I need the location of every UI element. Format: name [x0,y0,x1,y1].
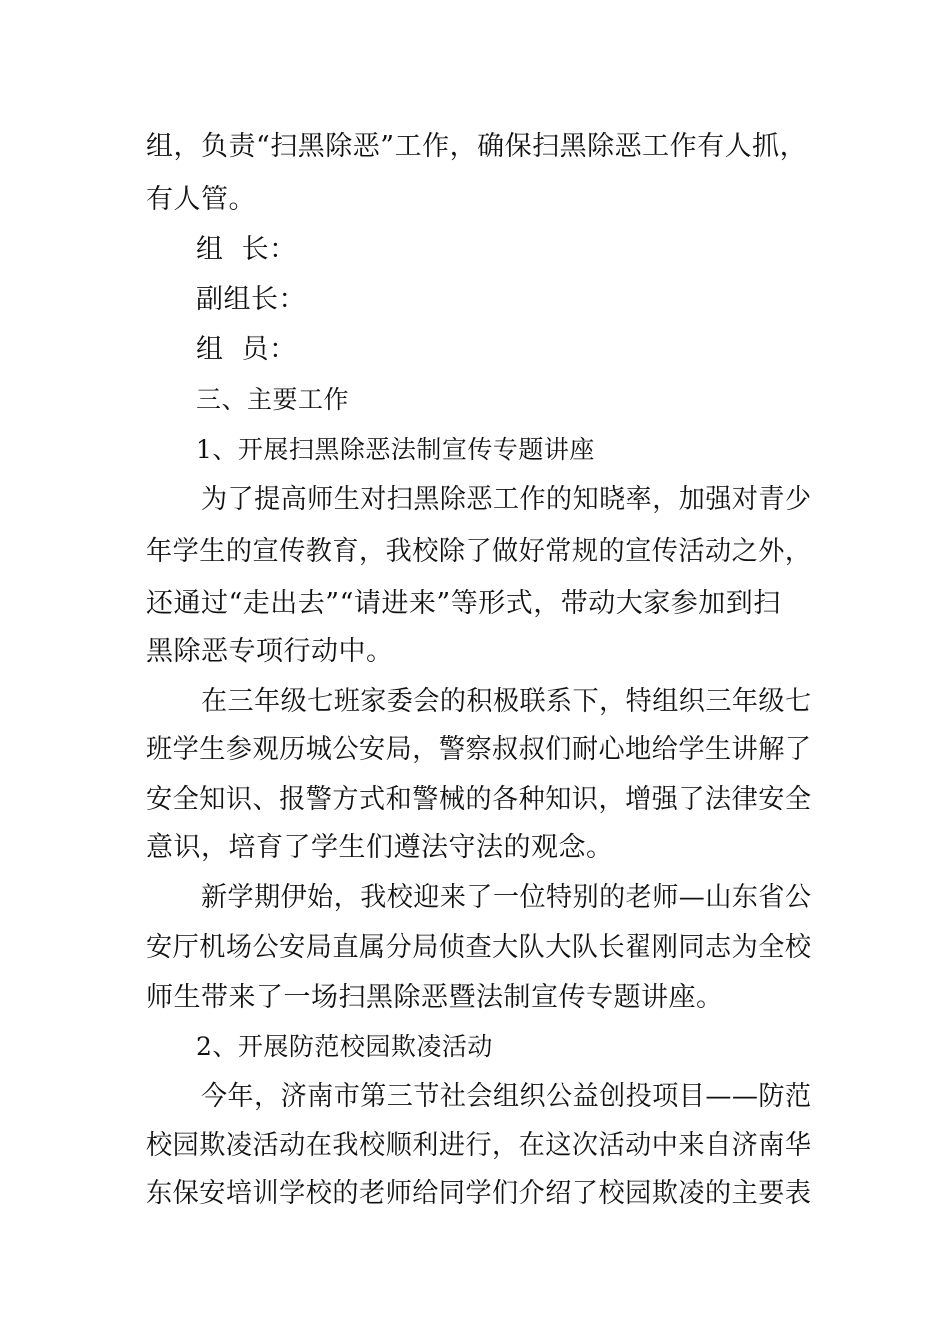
section-heading: 三、主要工作 [196,385,350,414]
text-line: 还通过“走出去”“请进来”等形式，带动大家参加到扫 [146,588,781,619]
text-line: 为了提高师生对扫黑除恶工作的知晓率，加强对青少 [201,484,812,515]
field-members: 组 员： [196,334,297,365]
text-line: 班学生参观历城公安局，警察叔叔们耐心地给学生讲解了 [146,734,812,765]
text-line: 安全知识、报警方式和警械的各种知识，增强了法律安全 [146,784,812,815]
text-line: 安厅机场公安局直属分局侦查大队大队长翟刚同志为全校 [146,932,812,963]
text-line: 新学期伊始，我校迎来了一位特别的老师—山东省公 [201,882,812,913]
text-line: 有人管。 [146,184,256,215]
subsection-heading: 1、开展扫黑除恶法制宣传专题讲座 [196,435,595,464]
text-line: 校园欺凌活动在我校顺利进行，在这次活动中来自济南华 [146,1130,812,1161]
text-line: 东保安培训学校的老师给同学们介绍了校园欺凌的主要表 [146,1178,812,1209]
field-deputy-leader: 副组长： [196,284,306,315]
text-line: 组，负责“扫黑除恶”工作，确保扫黑除恶工作有人抓， [146,131,808,162]
subsection-heading: 2、开展防范校园欺凌活动 [196,1032,493,1061]
text-line: 在三年级七班家委会的积极联系下，特组织三年级七 [201,686,812,717]
text-line: 意识，培育了学生们遵法守法的观念。 [146,832,614,863]
text-line: 黑除恶专项行动中。 [146,636,394,667]
field-leader: 组 长： [196,234,297,265]
text-line: 年学生的宣传教育，我校除了做好常规的宣传活动之外， [146,536,812,567]
text-line: 师生带来了一场扫黑除恶暨法制宣传专题讲座。 [146,982,724,1013]
text-line: 今年，济南市第三节社会组织公益创投项目——防范 [201,1081,812,1112]
